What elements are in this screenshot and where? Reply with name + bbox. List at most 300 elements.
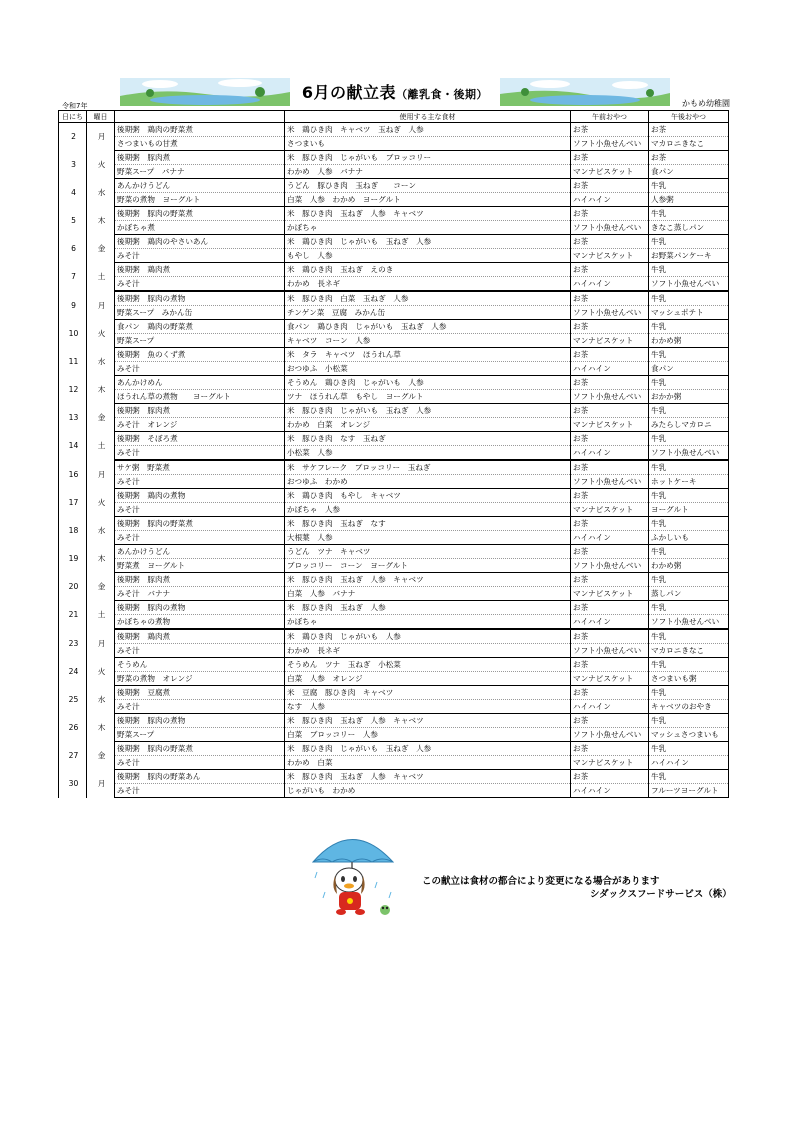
day-weekday: 土 (87, 601, 115, 630)
am-snack-item: マンナビスケット (571, 587, 649, 601)
pm-snack-item: わかめ粥 (649, 334, 729, 348)
day-weekday: 木 (87, 207, 115, 235)
am-snack-item: ハイハイン (571, 784, 649, 798)
pm-snack-item: 牛乳 (649, 235, 729, 249)
ingredients-item: おつゆふ わかめ (285, 475, 571, 489)
pm-snack-item: きなこ蒸しパン (649, 221, 729, 235)
table-row (59, 629, 729, 644)
pm-snack-item: マカロニきなこ (649, 137, 729, 151)
table-row (59, 390, 729, 404)
pm-snack-item: 食パン (649, 362, 729, 376)
lunch-item: みそ汁 (115, 277, 285, 292)
day-weekday: 月 (87, 123, 115, 151)
lunch-item: 後期粥 そぼろ煮 (115, 432, 285, 446)
pm-snack-item: ホットケーキ (649, 475, 729, 489)
ingredients-item: キャベツ コーン 人参 (285, 334, 571, 348)
table-row (59, 277, 729, 292)
lunch-item: みそ汁 (115, 531, 285, 545)
table-row (59, 686, 729, 700)
lunch-item: 食パン 鶏肉の野菜煮 (115, 320, 285, 334)
table-row (59, 784, 729, 798)
lunch-item: 後期粥 鶏肉煮 (115, 263, 285, 277)
ingredients-item: 米 鶏ひき肉 キャベツ 玉ねぎ 人参 (285, 123, 571, 137)
ingredients-item: 米 豚ひき肉 じゃがいも 玉ねぎ 人参 (285, 404, 571, 418)
lunch-item: みそ汁 (115, 362, 285, 376)
pm-snack-item: 牛乳 (649, 207, 729, 221)
lunch-item: 後期粥 豚肉煮 (115, 573, 285, 587)
am-snack-item: ソフト小魚せんべい (571, 306, 649, 320)
lunch-item: みそ汁 (115, 475, 285, 489)
table-row (59, 742, 729, 756)
table-row (59, 123, 729, 137)
table-row (59, 320, 729, 334)
am-snack-item: お茶 (571, 348, 649, 362)
pm-snack-item: お野菜パンケーキ (649, 249, 729, 263)
lunch-item: 後期粥 魚のくず煮 (115, 348, 285, 362)
table-row (59, 348, 729, 362)
table-row (59, 587, 729, 601)
day-weekday: 木 (87, 545, 115, 573)
lunch-item: みそ汁 (115, 700, 285, 714)
table-row (59, 404, 729, 418)
am-snack-item: マンナビスケット (571, 249, 649, 263)
pm-snack-item: さつまいも粥 (649, 672, 729, 686)
pm-snack-item: マッシュポテト (649, 306, 729, 320)
lunch-item: かぼちゃの煮物 (115, 615, 285, 630)
lunch-item: 後期粥 豚肉の野菜煮 (115, 517, 285, 531)
am-snack-item: マンナビスケット (571, 756, 649, 770)
col-lunch (115, 111, 285, 123)
am-snack-item: ソフト小魚せんべい (571, 221, 649, 235)
ingredients-item: わかめ 白菜 オレンジ (285, 418, 571, 432)
day-date: 11 (59, 348, 87, 376)
day-weekday: 水 (87, 179, 115, 207)
am-snack-item: マンナビスケット (571, 672, 649, 686)
table-row (59, 221, 729, 235)
lunch-item: 後期粥 豚肉の煮物 (115, 601, 285, 615)
ingredients-item: かぼちゃ 人参 (285, 503, 571, 517)
ingredients-item: 米 サケフレーク ブロッコリー 玉ねぎ (285, 460, 571, 475)
pm-snack-item: 牛乳 (649, 742, 729, 756)
lunch-item: 後期粥 鶏肉の煮物 (115, 489, 285, 503)
table-row (59, 545, 729, 559)
am-snack-item: お茶 (571, 151, 649, 165)
ingredients-item: 米 豚ひき肉 玉ねぎ 人参 キャベツ (285, 770, 571, 784)
table-row (59, 334, 729, 348)
am-snack-item: お茶 (571, 207, 649, 221)
ingredients-item: 米 豚ひき肉 玉ねぎ 人参 キャベツ (285, 573, 571, 587)
ingredients-item: わかめ 人参 バナナ (285, 165, 571, 179)
menu-body (59, 123, 729, 798)
ingredients-item: 米 タラ キャベツ ほうれん草 (285, 348, 571, 362)
ingredients-item: 米 豚ひき肉 玉ねぎ なす (285, 517, 571, 531)
lunch-item: 野菜煮 ヨーグルト (115, 559, 285, 573)
am-snack-item: ハイハイン (571, 446, 649, 461)
pm-snack-item: 牛乳 (649, 714, 729, 728)
ingredients-item: 小松菜 人参 (285, 446, 571, 461)
ingredients-item: 米 鶏ひき肉 もやし キャベツ (285, 489, 571, 503)
ingredients-item: 大根葉 人参 (285, 531, 571, 545)
pond-landscape-icon (500, 78, 670, 106)
era-label: 令和7年 (62, 102, 88, 110)
table-row (59, 489, 729, 503)
day-weekday: 水 (87, 348, 115, 376)
table-row (59, 263, 729, 277)
ingredients-item: 白菜 人参 オレンジ (285, 672, 571, 686)
lunch-item: 野菜の煮物 ヨーグルト (115, 193, 285, 207)
table-row (59, 460, 729, 475)
pm-snack-item: フルーツヨーグルト (649, 784, 729, 798)
ingredients-item: さつまいも (285, 137, 571, 151)
day-weekday: 金 (87, 404, 115, 432)
ingredients-item: 米 豚ひき肉 白菜 玉ねぎ 人参 (285, 291, 571, 306)
day-date: 9 (59, 291, 87, 320)
ingredients-item: かぼちゃ (285, 221, 571, 235)
ingredients-item: わかめ 長ネギ (285, 277, 571, 292)
table-row (59, 137, 729, 151)
table-row (59, 446, 729, 461)
pm-snack-item: 牛乳 (649, 179, 729, 193)
ingredients-item: 米 鶏ひき肉 じゃがいも 人参 (285, 629, 571, 644)
day-date: 7 (59, 263, 87, 292)
pm-snack-item: ハイハイン (649, 756, 729, 770)
table-row (59, 249, 729, 263)
ingredients-item: 白菜 人参 バナナ (285, 587, 571, 601)
pm-snack-item: 牛乳 (649, 263, 729, 277)
ingredients-item: うどん 豚ひき肉 玉ねぎ コーン (285, 179, 571, 193)
lunch-item: 野菜スープ (115, 334, 285, 348)
am-snack-item: マンナビスケット (571, 503, 649, 517)
table-row (59, 291, 729, 306)
day-weekday: 月 (87, 629, 115, 658)
table-row (59, 672, 729, 686)
pm-snack-item: 人参粥 (649, 193, 729, 207)
am-snack-item: マンナビスケット (571, 165, 649, 179)
table-header-row (59, 111, 729, 123)
notice-text: この献立は食材の都合により変更になる場合があります (422, 876, 660, 887)
day-weekday: 月 (87, 460, 115, 489)
day-date: 25 (59, 686, 87, 714)
ingredients-item: わかめ 白菜 (285, 756, 571, 770)
lunch-item: 野菜の煮物 オレンジ (115, 672, 285, 686)
am-snack-item: ハイハイン (571, 193, 649, 207)
am-snack-item: お茶 (571, 545, 649, 559)
am-snack-item: お茶 (571, 601, 649, 615)
lunch-item: ほうれん草の煮物 ヨーグルト (115, 390, 285, 404)
am-snack-item: お茶 (571, 291, 649, 306)
am-snack-item: ソフト小魚せんべい (571, 390, 649, 404)
table-row (59, 151, 729, 165)
am-snack-item: お茶 (571, 263, 649, 277)
company-name: シダックスフードサービス（株） (590, 889, 732, 900)
am-snack-item: お茶 (571, 770, 649, 784)
day-weekday: 金 (87, 573, 115, 601)
ingredients-item: 米 豚ひき肉 じゃがいも ブロッコリー (285, 151, 571, 165)
day-date: 21 (59, 601, 87, 630)
table-row (59, 756, 729, 770)
am-snack-item: マンナビスケット (571, 418, 649, 432)
ingredients-item: 白菜 人参 わかめ ヨーグルト (285, 193, 571, 207)
day-weekday: 木 (87, 714, 115, 742)
lunch-item: 野菜スープ バナナ (115, 165, 285, 179)
day-weekday: 水 (87, 517, 115, 545)
table-row (59, 573, 729, 587)
day-weekday: 火 (87, 489, 115, 517)
pm-snack-item: 牛乳 (649, 489, 729, 503)
lunch-item: みそ汁 オレンジ (115, 418, 285, 432)
day-date: 26 (59, 714, 87, 742)
table-row (59, 376, 729, 390)
table-row (59, 418, 729, 432)
lunch-item: そうめん (115, 658, 285, 672)
pm-snack-item: ソフト小魚せんべい (649, 446, 729, 461)
ingredients-item: 米 豆腐 豚ひき肉 キャベツ (285, 686, 571, 700)
am-snack-item: お茶 (571, 742, 649, 756)
ingredients-item: なす 人参 (285, 700, 571, 714)
table-row (59, 531, 729, 545)
lunch-item: 後期粥 豚肉煮 (115, 151, 285, 165)
day-date: 24 (59, 658, 87, 686)
day-date: 17 (59, 489, 87, 517)
pm-snack-item: 牛乳 (649, 291, 729, 306)
table-row (59, 615, 729, 630)
day-date: 2 (59, 123, 87, 151)
lunch-item: 後期粥 豆腐煮 (115, 686, 285, 700)
lunch-item: 後期粥 鶏肉煮 (115, 629, 285, 644)
table-row (59, 193, 729, 207)
table-row (59, 728, 729, 742)
day-date: 27 (59, 742, 87, 770)
pm-snack-item: 牛乳 (649, 629, 729, 644)
col-dow: 曜日 (87, 111, 115, 123)
ingredients-item: 米 豚ひき肉 じゃがいも 玉ねぎ 人参 (285, 742, 571, 756)
lunch-item: みそ汁 (115, 784, 285, 798)
pm-snack-item: キャベツのおやき (649, 700, 729, 714)
lunch-item: 後期粥 豚肉の野菜煮 (115, 207, 285, 221)
day-date: 13 (59, 404, 87, 432)
day-weekday: 土 (87, 432, 115, 461)
table-row (59, 475, 729, 489)
table-row (59, 179, 729, 193)
day-weekday: 水 (87, 686, 115, 714)
am-snack-item: ハイハイン (571, 531, 649, 545)
lunch-item: 後期粥 鶏肉のやさいあん (115, 235, 285, 249)
lunch-item: 後期粥 豚肉の煮物 (115, 291, 285, 306)
pm-snack-item: お茶 (649, 151, 729, 165)
am-snack-item: ハイハイン (571, 615, 649, 630)
day-date: 30 (59, 770, 87, 798)
am-snack-item: ソフト小魚せんべい (571, 644, 649, 658)
am-snack-item: お茶 (571, 714, 649, 728)
table-row (59, 770, 729, 784)
table-row (59, 714, 729, 728)
day-date: 14 (59, 432, 87, 461)
table-row (59, 601, 729, 615)
ingredients-item: 米 豚ひき肉 玉ねぎ 人参 キャベツ (285, 714, 571, 728)
lunch-item: 野菜スープ みかん缶 (115, 306, 285, 320)
lunch-item: さつまいもの甘煮 (115, 137, 285, 151)
day-date: 19 (59, 545, 87, 573)
menu-table (58, 110, 729, 798)
lunch-item: 後期粥 豚肉煮 (115, 404, 285, 418)
ingredients-item: わかめ 長ネギ (285, 644, 571, 658)
lunch-item: みそ汁 (115, 446, 285, 461)
pm-snack-item: ヨーグルト (649, 503, 729, 517)
ingredients-item: じゃがいも わかめ (285, 784, 571, 798)
table-row (59, 658, 729, 672)
day-date: 12 (59, 376, 87, 404)
am-snack-item: ハイハイン (571, 700, 649, 714)
ingredients-item: そうめん ツナ 玉ねぎ 小松菜 (285, 658, 571, 672)
am-snack-item: お茶 (571, 404, 649, 418)
day-date: 20 (59, 573, 87, 601)
pm-snack-item: みたらしマカロニ (649, 418, 729, 432)
ingredients-item: 白菜 ブロッコリー 人参 (285, 728, 571, 742)
pm-snack-item: 牛乳 (649, 658, 729, 672)
pm-snack-item: 牛乳 (649, 348, 729, 362)
ingredients-item: かぼちゃ (285, 615, 571, 630)
day-weekday: 火 (87, 151, 115, 179)
pm-snack-item: お茶 (649, 123, 729, 137)
am-snack-item: ソフト小魚せんべい (571, 475, 649, 489)
lunch-item: あんかけうどん (115, 545, 285, 559)
day-weekday: 月 (87, 291, 115, 320)
lunch-item: みそ汁 (115, 756, 285, 770)
day-date: 3 (59, 151, 87, 179)
pm-snack-item: 牛乳 (649, 517, 729, 531)
pm-snack-item: ソフト小魚せんべい (649, 615, 729, 630)
pm-snack-item: 牛乳 (649, 404, 729, 418)
day-weekday: 火 (87, 658, 115, 686)
am-snack-item: お茶 (571, 629, 649, 644)
am-snack-item: お茶 (571, 320, 649, 334)
ingredients-item: 食パン 鶏ひき肉 じゃがいも 玉ねぎ 人参 (285, 320, 571, 334)
ingredients-item: うどん ツナ キャベツ (285, 545, 571, 559)
am-snack-item: お茶 (571, 376, 649, 390)
ingredients-item: 米 豚ひき肉 玉ねぎ 人参 キャベツ (285, 207, 571, 221)
pond-landscape-icon (120, 78, 290, 106)
pm-snack-item: 牛乳 (649, 376, 729, 390)
pm-snack-item: ソフト小魚せんべい (649, 277, 729, 292)
ingredients-item: チンゲン菜 豆腐 みかん缶 (285, 306, 571, 320)
ingredients-item: そうめん 鶏ひき肉 じゃがいも 人参 (285, 376, 571, 390)
table-row (59, 503, 729, 517)
ingredients-item: ツナ ほうれん草 もやし ヨーグルト (285, 390, 571, 404)
ingredients-item: 米 豚ひき肉 なす 玉ねぎ (285, 432, 571, 446)
pm-snack-item: 牛乳 (649, 573, 729, 587)
am-snack-item: お茶 (571, 179, 649, 193)
col-pm-snack: 午後おやつ (649, 111, 729, 123)
am-snack-item: ソフト小魚せんべい (571, 559, 649, 573)
table-row (59, 207, 729, 221)
col-ingredients: 使用する主な食材 (285, 111, 571, 123)
am-snack-item: お茶 (571, 517, 649, 531)
table-row (59, 306, 729, 320)
day-weekday: 月 (87, 770, 115, 798)
lunch-item: 後期粥 鶏肉の野菜煮 (115, 123, 285, 137)
day-weekday: 木 (87, 376, 115, 404)
am-snack-item: お茶 (571, 573, 649, 587)
day-weekday: 金 (87, 235, 115, 263)
lunch-item: かぼちゃ煮 (115, 221, 285, 235)
pm-snack-item: 牛乳 (649, 432, 729, 446)
am-snack-item: お茶 (571, 658, 649, 672)
pm-snack-item: ふかしいも (649, 531, 729, 545)
pm-snack-item: マカロニきなこ (649, 644, 729, 658)
table-row (59, 700, 729, 714)
am-snack-item: お茶 (571, 489, 649, 503)
am-snack-item: ソフト小魚せんべい (571, 728, 649, 742)
table-row (59, 165, 729, 179)
ingredients-item: おつゆふ 小松菜 (285, 362, 571, 376)
am-snack-item: お茶 (571, 123, 649, 137)
day-weekday: 金 (87, 742, 115, 770)
lunch-item: 野菜スープ (115, 728, 285, 742)
day-date: 4 (59, 179, 87, 207)
am-snack-item: お茶 (571, 686, 649, 700)
school-name: かもめ幼稚園 (682, 99, 730, 108)
day-date: 23 (59, 629, 87, 658)
am-snack-item: お茶 (571, 432, 649, 446)
lunch-item: 後期粥 豚肉の野菜煮 (115, 742, 285, 756)
am-snack-item: お茶 (571, 460, 649, 475)
pm-snack-item: 牛乳 (649, 770, 729, 784)
lunch-item: あんかけめん (115, 376, 285, 390)
am-snack-item: マンナビスケット (571, 334, 649, 348)
ingredients-item: ブロッコリー コーン ヨーグルト (285, 559, 571, 573)
table-row (59, 235, 729, 249)
am-snack-item: ソフト小魚せんべい (571, 137, 649, 151)
pm-snack-item: 牛乳 (649, 545, 729, 559)
col-am-snack: 午前おやつ (571, 111, 649, 123)
pm-snack-item: おかか粥 (649, 390, 729, 404)
table-row (59, 517, 729, 531)
pm-snack-item: マッシュさつまいも (649, 728, 729, 742)
ingredients-item: 米 豚ひき肉 玉ねぎ 人参 (285, 601, 571, 615)
lunch-item: みそ汁 (115, 644, 285, 658)
day-date: 6 (59, 235, 87, 263)
pm-snack-item: 牛乳 (649, 460, 729, 475)
am-snack-item: ハイハイン (571, 362, 649, 376)
ingredients-item: 米 鶏ひき肉 玉ねぎ えのき (285, 263, 571, 277)
lunch-item: あんかけうどん (115, 179, 285, 193)
ingredients-item: 米 鶏ひき肉 じゃがいも 玉ねぎ 人参 (285, 235, 571, 249)
day-date: 18 (59, 517, 87, 545)
am-snack-item: お茶 (571, 235, 649, 249)
umbrella-mascot-icon (305, 822, 400, 922)
am-snack-item: ハイハイン (571, 277, 649, 292)
lunch-item: 後期粥 豚肉の野菜あん (115, 770, 285, 784)
day-date: 10 (59, 320, 87, 348)
pm-snack-item: わかめ粥 (649, 559, 729, 573)
day-weekday: 土 (87, 263, 115, 292)
col-date: 日にち (59, 111, 87, 123)
lunch-item: サケ粥 野菜煮 (115, 460, 285, 475)
pm-snack-item: 牛乳 (649, 601, 729, 615)
ingredients-item: もやし 人参 (285, 249, 571, 263)
day-date: 16 (59, 460, 87, 489)
day-date: 5 (59, 207, 87, 235)
pm-snack-item: 牛乳 (649, 686, 729, 700)
pm-snack-item: 牛乳 (649, 320, 729, 334)
lunch-item: 後期粥 豚肉の煮物 (115, 714, 285, 728)
table-row (59, 432, 729, 446)
page-title: 6月の献立表（離乳食・後期） (301, 83, 489, 102)
lunch-item: みそ汁 バナナ (115, 587, 285, 601)
table-row (59, 644, 729, 658)
lunch-item: みそ汁 (115, 249, 285, 263)
pm-snack-item: 食パン (649, 165, 729, 179)
